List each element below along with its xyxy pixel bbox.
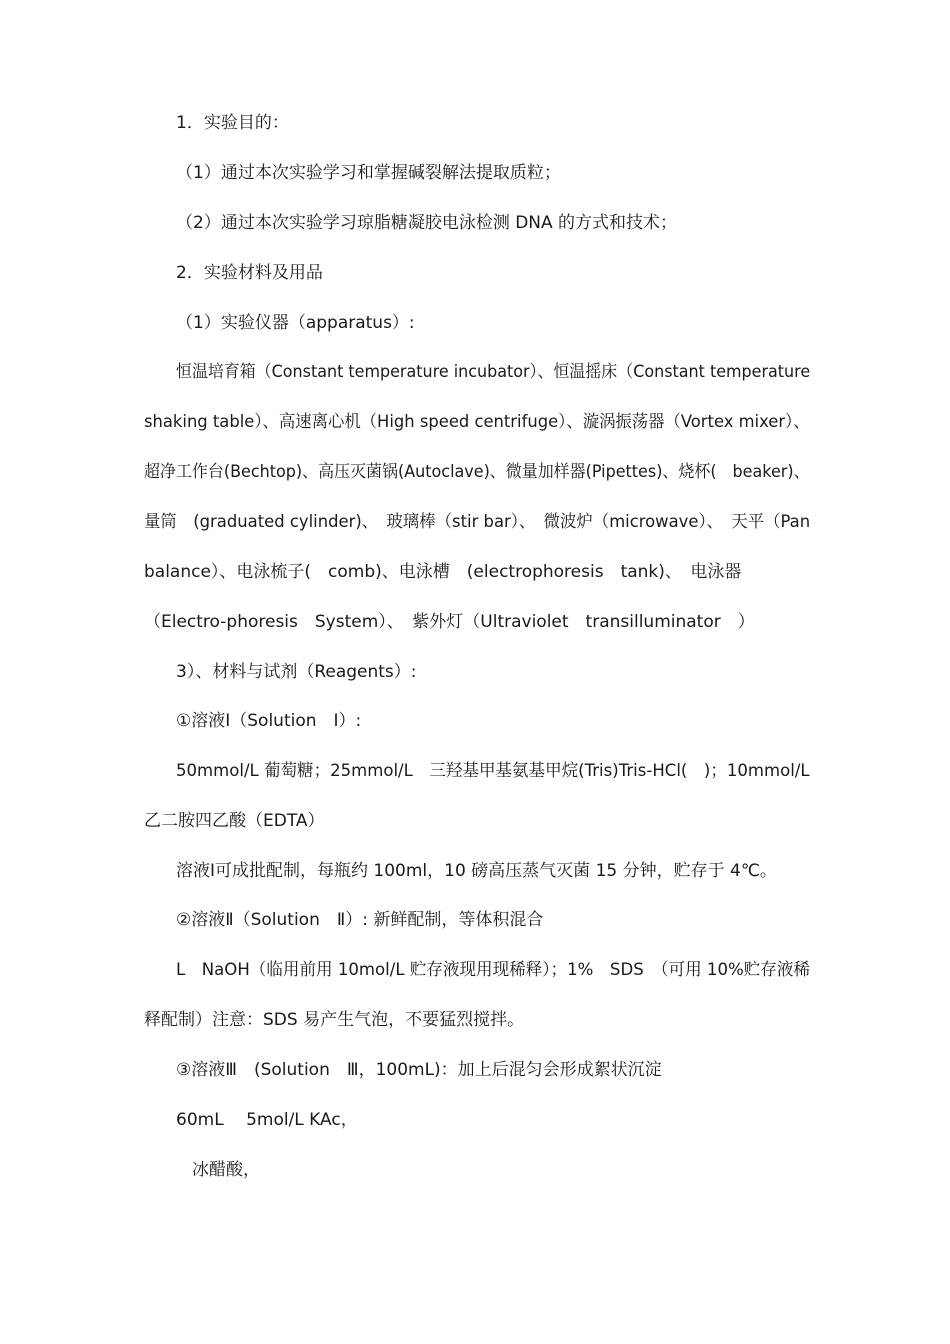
paragraph-apparatus-line-1: 恒温培育箱（Constant temperature incubator）、恒温摇床（Constant temperature xyxy=(176,362,811,382)
solution-3-recipe-line-2: 冰醋酸， xyxy=(192,1160,260,1180)
solution-3-title: ③溶液Ⅲ (Solution Ⅲ，100mL)：加上后混匀会形成絮状沉淀 xyxy=(176,1060,662,1080)
heading-materials: 2．实验材料及用品 xyxy=(176,263,323,283)
paragraph-apparatus-line-2: shaking table）、高速离心机（High speed centrifuge）、漩涡振荡器（Vortex mixer）、 xyxy=(144,412,810,432)
solution-2-recipe-line-2: 释配制）注意：SDS 易产生气泡，不要猛烈搅拌。 xyxy=(144,1010,525,1030)
heading-purpose: 1．实验目的： xyxy=(176,113,289,133)
solution-2-recipe-line-1: L NaOH（临用前用 10mol/L 贮存液现用现稀释）；1% SDS （可用 10%贮存液稀 xyxy=(176,960,810,980)
paragraph-purpose-1: （1）通过本次实验学习和掌握碱裂解法提取质粒； xyxy=(176,163,561,183)
subheading-reagents: 3）、材料与试剂（Reagents）: xyxy=(176,662,417,682)
paragraph-apparatus-line-4: 量筒 (graduated cylinder)、 玻璃棒（stir bar）、 微波炉（microwave）、 天平（Pan xyxy=(144,512,811,532)
solution-3-recipe-line-1: 60mL 5mol/L KAc， xyxy=(176,1110,358,1130)
subheading-apparatus: （1）实验仪器（apparatus）: xyxy=(176,313,415,333)
solution-1-note: 溶液Ⅰ可成批配制，每瓶约 100ml，10 磅高压蒸气灭菌 15 分钟，贮存于 4℃。 xyxy=(176,861,777,881)
paragraph-apparatus-line-3: 超净工作台(Bechtop)、高压灭菌锅(Autoclave)、微量加样器(Pipettes)、烧杯( beaker)、 xyxy=(144,462,810,482)
paragraph-purpose-2: （2）通过本次实验学习琼脂糖凝胶电泳检测 DNA 的方式和技术； xyxy=(176,213,678,233)
solution-1-recipe-line-1: 50mmol/L 葡萄糖；25mmol/L 三羟基甲基氨基甲烷(Tris)Tris-HCl( )；10mmol/L xyxy=(176,761,810,781)
paragraph-apparatus-line-5: balance）、电泳梳子( comb)、电泳槽 (electrophoresis tank)、 电泳器 xyxy=(144,562,742,582)
paragraph-apparatus-line-6: （Electro-phoresis System）、 紫外灯（Ultraviolet transilluminator ） xyxy=(144,612,755,632)
solution-1-recipe-line-2: 乙二胺四乙酸（EDTA） xyxy=(144,811,325,831)
solution-2-title: ②溶液Ⅱ（Solution Ⅱ）: 新鲜配制，等体积混合 xyxy=(176,910,544,930)
solution-1-title: ①溶液Ⅰ（Solution Ⅰ）: xyxy=(176,711,362,731)
